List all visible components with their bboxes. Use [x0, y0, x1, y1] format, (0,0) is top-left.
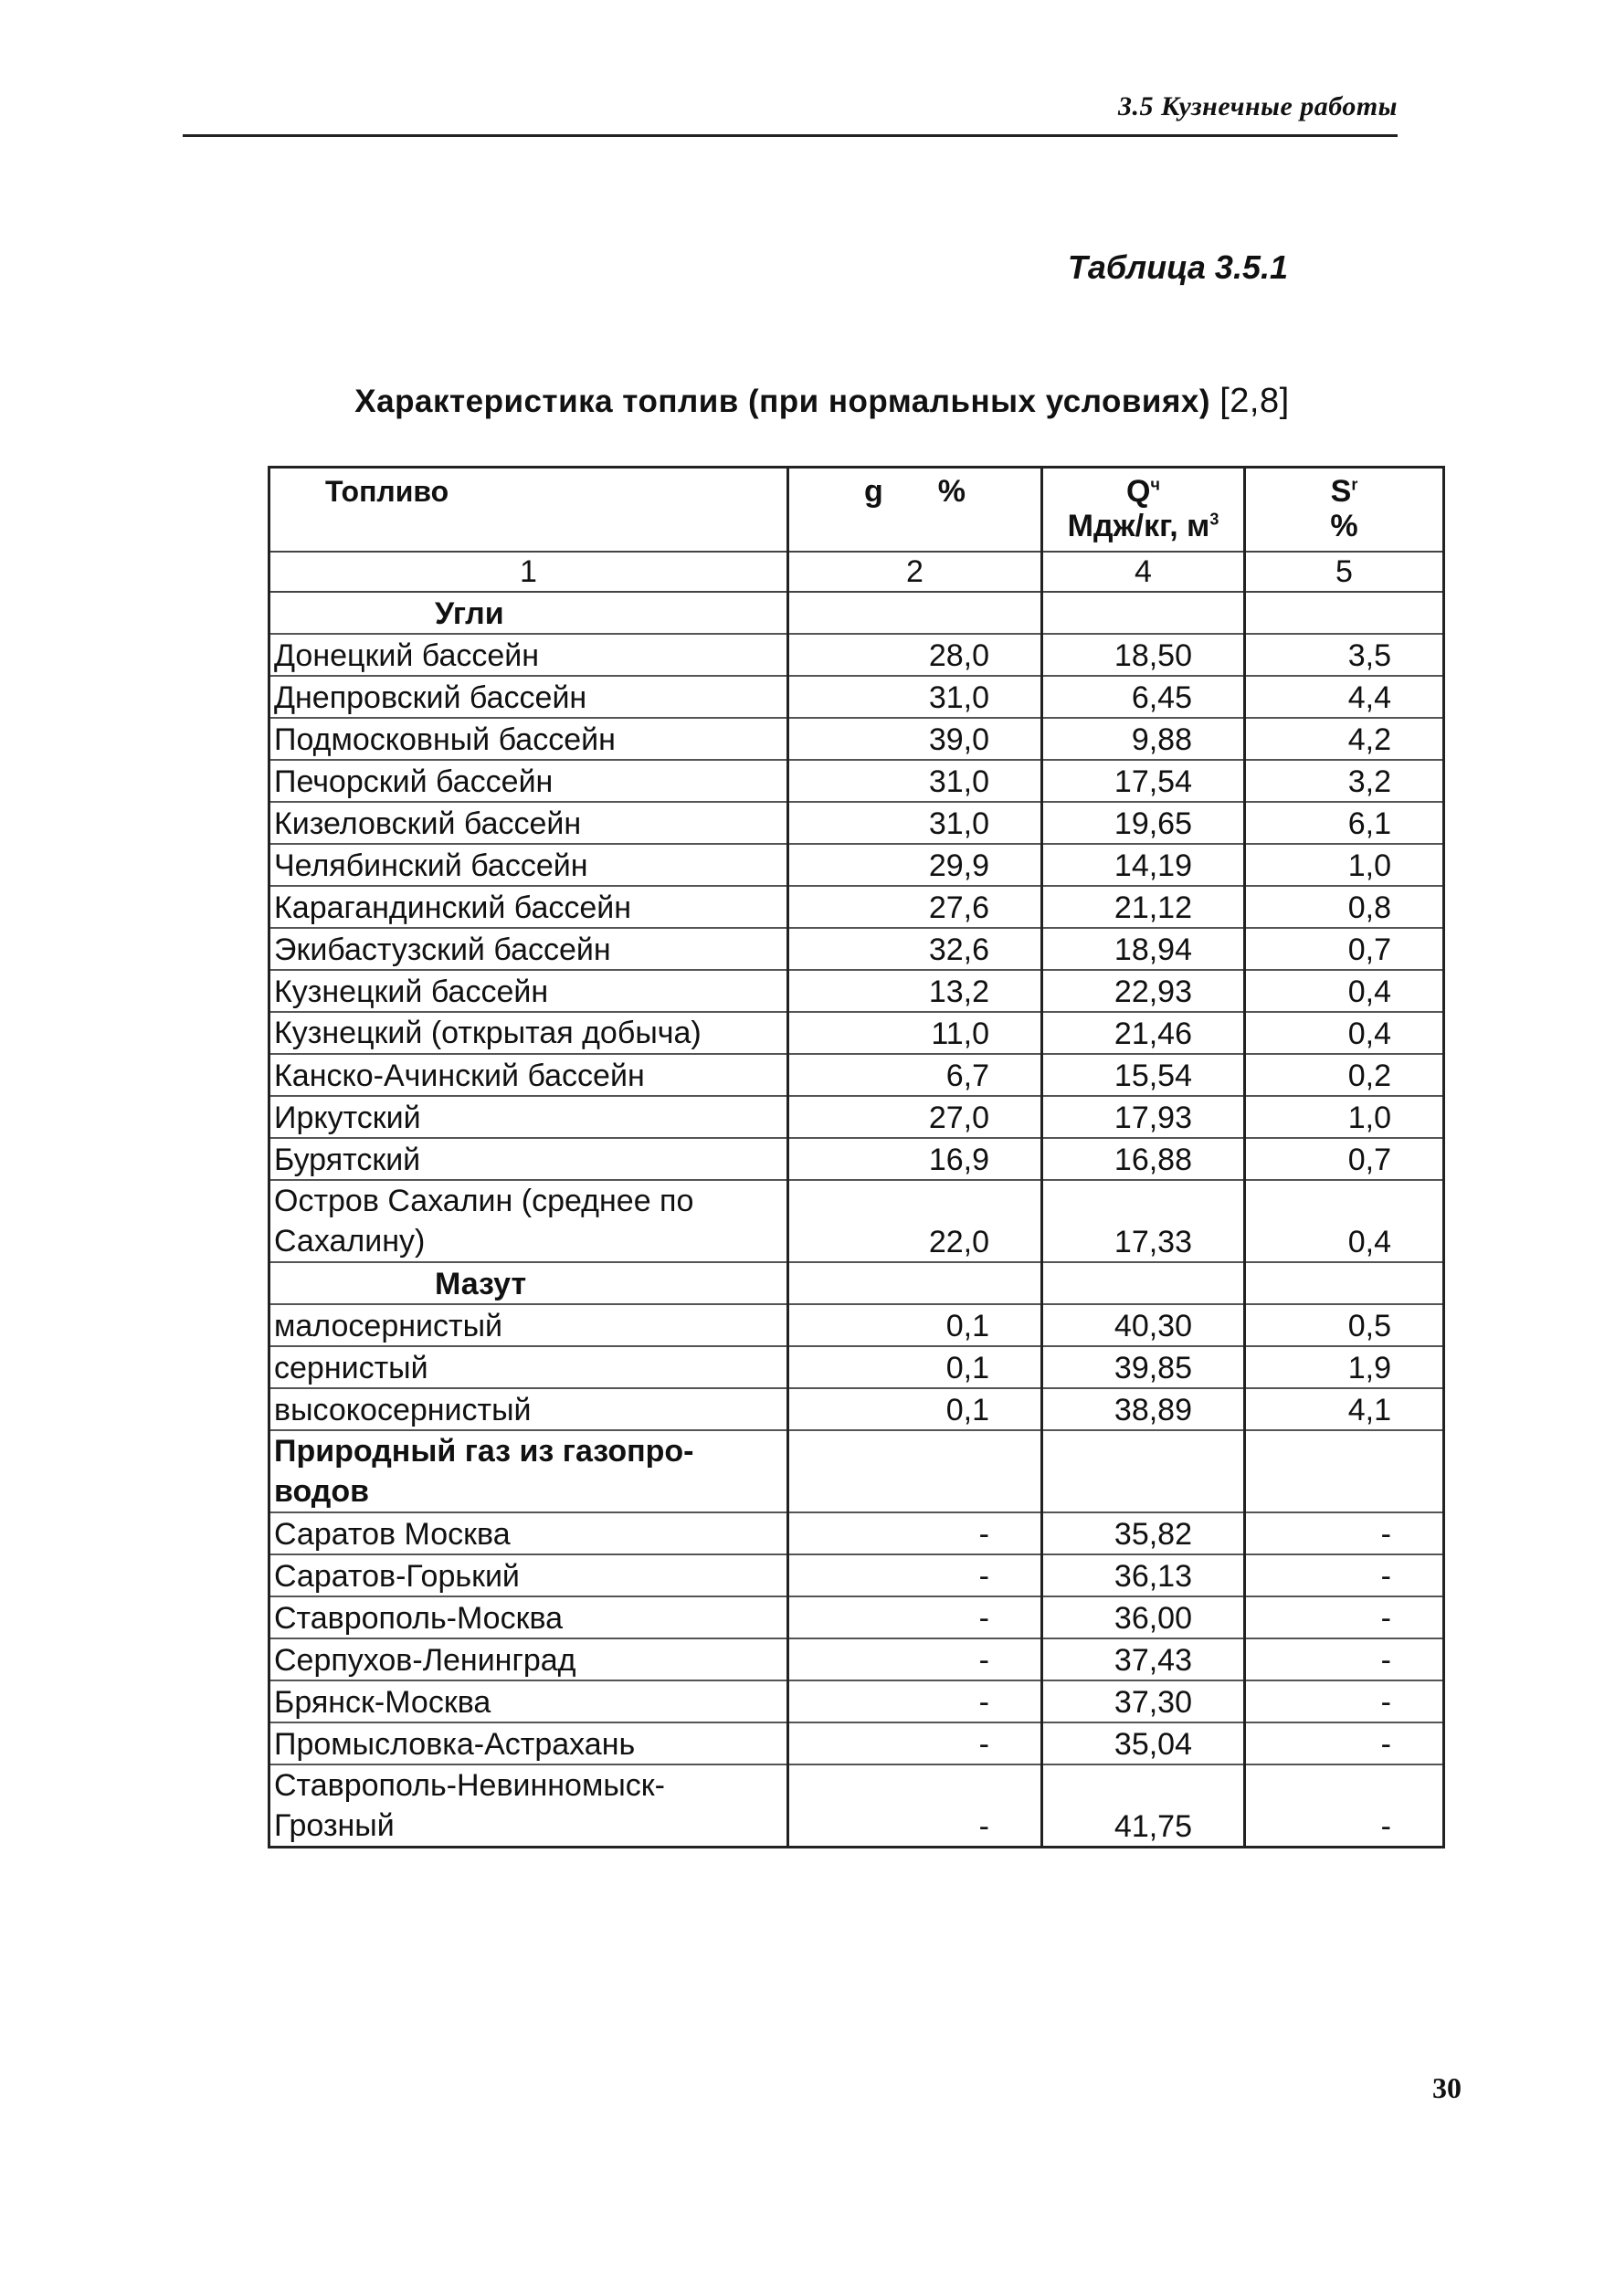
g-value: - [788, 1512, 1042, 1554]
table-row [269, 1722, 1444, 1764]
empty-cell [1042, 592, 1245, 634]
fuel-name: Кузнецкий (открытая добыча) [269, 1012, 788, 1054]
table-title-text: Характеристика топлив (при нормальных условиях) [354, 384, 1210, 419]
q-value: 15,54 [1042, 1054, 1245, 1096]
table-row [269, 1054, 1444, 1096]
g-value: 22,0 [788, 1180, 1042, 1262]
table-row [269, 844, 1444, 886]
column-header-s-sup: r [1351, 475, 1358, 494]
header-rule [183, 134, 1398, 137]
q-value: 16,88 [1042, 1138, 1245, 1180]
empty-cell [1245, 1430, 1444, 1512]
fuel-name: Экибастузский бассейн [269, 928, 788, 970]
g-value: 39,0 [788, 718, 1042, 760]
s-value: - [1245, 1638, 1444, 1680]
column-header-g-unit: % [937, 474, 966, 509]
empty-cell [1042, 1430, 1245, 1512]
fuel-name: малосернистый [269, 1304, 788, 1346]
column-header-s-symbol: S [1330, 474, 1352, 509]
table-title [274, 382, 1370, 421]
column-header-s [1245, 468, 1444, 553]
column-header-s-unit: % [1330, 509, 1358, 543]
g-value: 27,0 [788, 1096, 1042, 1138]
q-value: 9,88 [1042, 718, 1245, 760]
g-value: 6,7 [788, 1054, 1042, 1096]
fuel-name: Бурятский [269, 1138, 788, 1180]
q-value: 17,54 [1042, 760, 1245, 802]
table-row [269, 1764, 1444, 1848]
g-value: 27,6 [788, 886, 1042, 928]
fuel-table [268, 466, 1445, 1848]
table-row [269, 760, 1444, 802]
s-value: 3,2 [1245, 760, 1444, 802]
table-row [269, 1012, 1444, 1054]
table-row [269, 1096, 1444, 1138]
table-row [269, 802, 1444, 844]
s-value: 1,0 [1245, 1096, 1444, 1138]
table-header-row [269, 468, 1444, 553]
table-row [269, 1180, 1444, 1262]
g-value: 32,6 [788, 928, 1042, 970]
s-value: 1,9 [1245, 1346, 1444, 1388]
q-value: 36,13 [1042, 1554, 1245, 1596]
empty-cell [788, 1430, 1042, 1512]
page-number: 30 [1432, 2071, 1462, 2104]
q-value: 22,93 [1042, 970, 1245, 1012]
section-row [269, 592, 1444, 634]
fuel-name: Челябинский бассейн [269, 844, 788, 886]
q-value: 38,89 [1042, 1388, 1245, 1430]
fuel-name: Промысловка-Астрахань [269, 1722, 788, 1764]
g-value: 13,2 [788, 970, 1042, 1012]
fuel-name: Подмосковный бассейн [269, 718, 788, 760]
g-value: 0,1 [788, 1346, 1042, 1388]
s-value: 0,7 [1245, 1138, 1444, 1180]
s-value: 0,7 [1245, 928, 1444, 970]
fuel-name: Канско-Ачинский бассейн [269, 1054, 788, 1096]
s-value: 1,0 [1245, 844, 1444, 886]
column-number: 1 [269, 552, 788, 592]
q-value: 40,30 [1042, 1304, 1245, 1346]
g-value: 31,0 [788, 676, 1042, 718]
s-value: - [1245, 1722, 1444, 1764]
g-value: - [788, 1764, 1042, 1848]
s-value: 6,1 [1245, 802, 1444, 844]
table-row [269, 1138, 1444, 1180]
fuel-name: Саратов-Горький [269, 1554, 788, 1596]
section-title: Мазут [269, 1262, 788, 1304]
g-value: - [788, 1554, 1042, 1596]
fuel-name: Кизеловский бассейн [269, 802, 788, 844]
table-title-reference: [2,8] [1219, 382, 1290, 420]
s-value: - [1245, 1764, 1444, 1848]
fuel-name: Иркутский [269, 1096, 788, 1138]
q-value: 35,04 [1042, 1722, 1245, 1764]
table-row [269, 1554, 1444, 1596]
column-header-q-unit-sup: 3 [1209, 510, 1219, 529]
fuel-name: Ставрополь-Москва [269, 1596, 788, 1638]
q-value: 37,43 [1042, 1638, 1245, 1680]
q-value: 18,94 [1042, 928, 1245, 970]
s-value: 4,2 [1245, 718, 1444, 760]
table-row [269, 1512, 1444, 1554]
table-row [269, 1596, 1444, 1638]
fuel-name: Донецкий бассейн [269, 634, 788, 676]
empty-cell [1042, 1262, 1245, 1304]
table-number: Таблица 3.5.1 [1067, 248, 1288, 286]
table-row [269, 676, 1444, 718]
q-value: 17,33 [1042, 1180, 1245, 1262]
g-value: 0,1 [788, 1388, 1042, 1430]
table-row [269, 1346, 1444, 1388]
q-value: 39,85 [1042, 1346, 1245, 1388]
q-value: 14,19 [1042, 844, 1245, 886]
s-value: 0,2 [1245, 1054, 1444, 1096]
table-row [269, 634, 1444, 676]
s-value: 0,4 [1245, 1012, 1444, 1054]
empty-cell [1245, 592, 1444, 634]
section-row [269, 1262, 1444, 1304]
s-value: 0,8 [1245, 886, 1444, 928]
table-row [269, 1304, 1444, 1346]
column-header-g-symbol: g [863, 474, 883, 509]
s-value: 4,4 [1245, 676, 1444, 718]
column-header-q-symbol: Q [1126, 474, 1151, 509]
section-row [269, 1430, 1444, 1512]
column-number: 4 [1042, 552, 1245, 592]
table-row [269, 1388, 1444, 1430]
s-value: - [1245, 1680, 1444, 1722]
table-row [269, 1638, 1444, 1680]
s-value: - [1245, 1554, 1444, 1596]
column-header-q [1042, 468, 1245, 553]
column-number: 2 [788, 552, 1042, 592]
column-number-row [269, 552, 1444, 592]
empty-cell [788, 592, 1042, 634]
section-title: Угли [269, 592, 788, 634]
column-header-g [788, 468, 1042, 553]
column-header-q-sup: ч [1150, 475, 1160, 494]
fuel-name: Ставрополь-Невинномыск-Грозный [269, 1764, 788, 1848]
g-value: 31,0 [788, 760, 1042, 802]
fuel-name: высокосернистый [269, 1388, 788, 1430]
fuel-name: Карагандинский бассейн [269, 886, 788, 928]
column-header-fuel: Топливо [269, 468, 788, 553]
g-value: - [788, 1680, 1042, 1722]
fuel-name: Серпухов-Ленинград [269, 1638, 788, 1680]
g-value: 0,1 [788, 1304, 1042, 1346]
q-value: 21,46 [1042, 1012, 1245, 1054]
table-body [269, 552, 1444, 1848]
q-value: 41,75 [1042, 1764, 1245, 1848]
section-title: Природный газ из газопро-водов [269, 1430, 788, 1512]
fuel-name: Остров Сахалин (среднее по Сахалину) [269, 1180, 788, 1262]
running-head: 3.5 Кузнечные работы [1117, 91, 1398, 121]
fuel-name: Печорский бассейн [269, 760, 788, 802]
q-value: 36,00 [1042, 1596, 1245, 1638]
fuel-name: сернистый [269, 1346, 788, 1388]
g-value: - [788, 1596, 1042, 1638]
column-number: 5 [1245, 552, 1444, 592]
g-value: 28,0 [788, 634, 1042, 676]
g-value: 11,0 [788, 1012, 1042, 1054]
g-value: 29,9 [788, 844, 1042, 886]
q-value: 19,65 [1042, 802, 1245, 844]
column-header-q-unit: Мдж/кг, м [1067, 509, 1210, 543]
table-row [269, 1680, 1444, 1722]
q-value: 18,50 [1042, 634, 1245, 676]
table-row [269, 928, 1444, 970]
s-value: 0,5 [1245, 1304, 1444, 1346]
g-value: - [788, 1638, 1042, 1680]
q-value: 35,82 [1042, 1512, 1245, 1554]
s-value: - [1245, 1596, 1444, 1638]
s-value: 0,4 [1245, 1180, 1444, 1262]
s-value: 4,1 [1245, 1388, 1444, 1430]
q-value: 17,93 [1042, 1096, 1245, 1138]
fuel-name: Брянск-Москва [269, 1680, 788, 1722]
q-value: 37,30 [1042, 1680, 1245, 1722]
table-row [269, 970, 1444, 1012]
fuel-name: Кузнецкий бассейн [269, 970, 788, 1012]
q-value: 6,45 [1042, 676, 1245, 718]
q-value: 21,12 [1042, 886, 1245, 928]
fuel-name: Саратов Москва [269, 1512, 788, 1554]
g-value: - [788, 1722, 1042, 1764]
g-value: 31,0 [788, 802, 1042, 844]
s-value: 3,5 [1245, 634, 1444, 676]
empty-cell [1245, 1262, 1444, 1304]
s-value: - [1245, 1512, 1444, 1554]
empty-cell [788, 1262, 1042, 1304]
table-row [269, 886, 1444, 928]
fuel-name: Днепровский бассейн [269, 676, 788, 718]
table-row [269, 718, 1444, 760]
g-value: 16,9 [788, 1138, 1042, 1180]
s-value: 0,4 [1245, 970, 1444, 1012]
